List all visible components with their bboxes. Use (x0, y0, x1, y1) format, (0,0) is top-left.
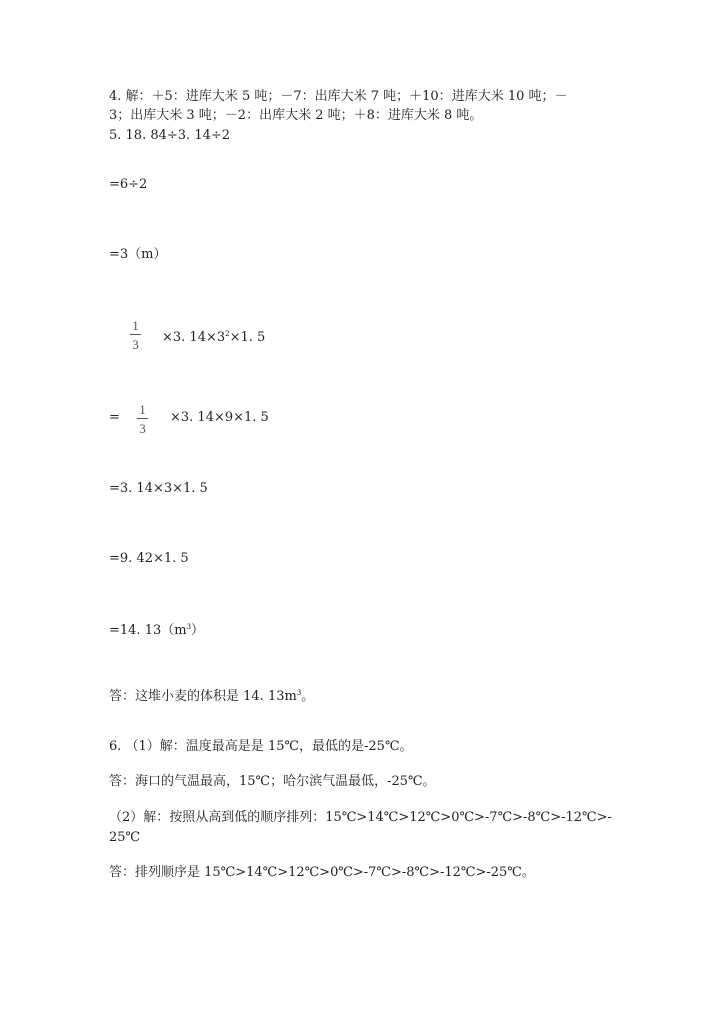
q5-line-7: =9. 42×1. 5 (109, 551, 189, 566)
fraction-bar (130, 334, 141, 335)
q5-expression-1 (162, 325, 265, 347)
q6-part-1: 6. （1）解：温度最高是是 15℃，最低的是-25℃。 (109, 739, 413, 754)
fraction-numerator: 1 (132, 318, 139, 333)
fraction-numerator: 1 (139, 402, 146, 417)
q6-answer-2: 答：排列顺序是 15℃>14℃>12℃>0℃>-7℃>-8℃>-12℃>-25℃。 (109, 865, 535, 880)
q6-answer-1: 答：海口的气温最高，15℃；哈尔滨气温最低，-25℃。 (109, 774, 436, 789)
line-8-exponent: 3 (186, 623, 192, 631)
q5-line-8 (109, 618, 204, 640)
q6-part-2-line-1: （2）解：按照从高到低的顺序排列：15℃>14℃>12℃>0℃>-7℃>-8℃>-12℃>- (109, 810, 612, 825)
expression-1-exponent: 2 (225, 330, 230, 338)
q5-answer (109, 684, 314, 706)
answer-exponent: 3 (296, 689, 302, 697)
fraction-one-third (130, 318, 141, 352)
fraction-denominator: 3 (132, 337, 139, 352)
fraction-denominator: 3 (139, 421, 146, 436)
q4-line-1: 4. 解：＋5：进库大米 5 吨；－7：出库大米 7 吨；＋10：进库大米 10 吨；－ (109, 89, 568, 104)
expression-1-main: ×3. 14×3 (162, 330, 226, 345)
fraction-one-third-2 (137, 402, 148, 436)
answer-end: 。 (301, 689, 315, 704)
line-8-close: ） (191, 623, 205, 638)
q5-equals-sign: = (109, 410, 120, 425)
q5-expression-2: ×3. 14×9×1. 5 (170, 410, 269, 425)
answer-main: 答：这堆小麦的体积是 14. 13m (109, 689, 297, 704)
q6-part-2-line-2: 25℃ (109, 830, 141, 845)
expression-1-tail: ×1. 5 (229, 330, 266, 345)
q5-line-1: 5. 18. 84÷3. 14÷2 (109, 128, 231, 143)
line-8-main: =14. 13（m (109, 623, 187, 638)
q5-line-6: =3. 14×3×1. 5 (109, 481, 208, 496)
q4-line-2: 3；出库大米 3 吨；－2：出库大米 2 吨；＋8：进库大米 8 吨。 (109, 108, 483, 123)
fraction-bar (137, 418, 148, 419)
q5-line-3: =3（m） (109, 247, 167, 262)
q5-line-2: =6÷2 (109, 177, 148, 192)
